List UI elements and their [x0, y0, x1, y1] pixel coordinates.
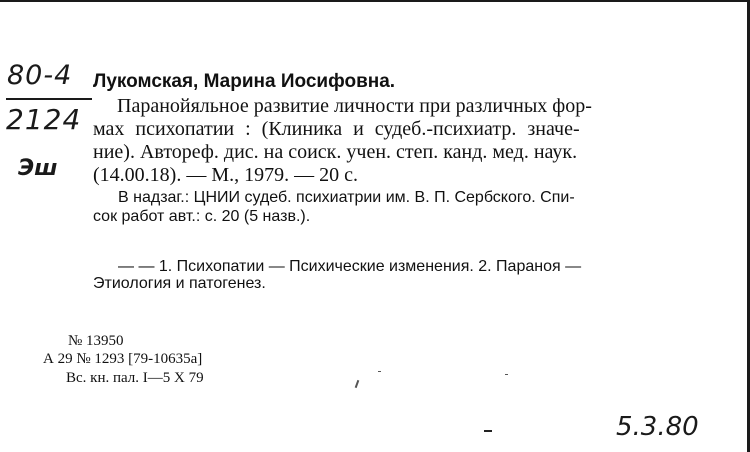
ink-speck [355, 380, 360, 388]
note-line-2: сок работ авт.: с. 20 (5 назв.). [93, 208, 311, 225]
ink-speck [378, 371, 381, 372]
card-top-border [0, 0, 750, 2]
title-line-3: ние). Автореф. дис. на соиск. учен. степ. канд. мед. наук. [93, 141, 578, 163]
code-line-3: Вс. кн. пал. I—5 X 79 [66, 370, 204, 386]
subject-line-2: Этиология и патогенез. [93, 275, 266, 292]
title-line-2: мах психопатии : (Клиника и судеб.-психиатр. значе- [93, 118, 580, 140]
title-line-1: Паранойяльное развитие личности при различных фор- [117, 95, 592, 117]
handwritten-call-number-bottom: 2124 [6, 103, 82, 136]
ink-speck [484, 430, 492, 432]
code-line-1: № 13950 [68, 333, 124, 349]
code-line-2: А 29 № 1293 [79-10635а] [43, 351, 203, 367]
handwritten-call-number-top: 80-4 [7, 60, 73, 91]
author-heading: Лукомская, Марина Иосифовна. [93, 71, 396, 92]
ink-speck [505, 374, 508, 375]
handwritten-date: 5.3.80 [616, 412, 699, 442]
handwritten-mark: Эш [18, 156, 58, 181]
subject-line-1: — — 1. Психопатии — Психические изменения. 2. Параноя — [118, 258, 582, 275]
handwritten-fraction-line [6, 98, 92, 100]
title-line-4: (14.00.18). — М., 1979. — 20 с. [93, 164, 358, 186]
note-line-1: В надзаг.: ЦНИИ судеб. психиатрии им. В. П. Сербского. Спи- [118, 189, 575, 206]
